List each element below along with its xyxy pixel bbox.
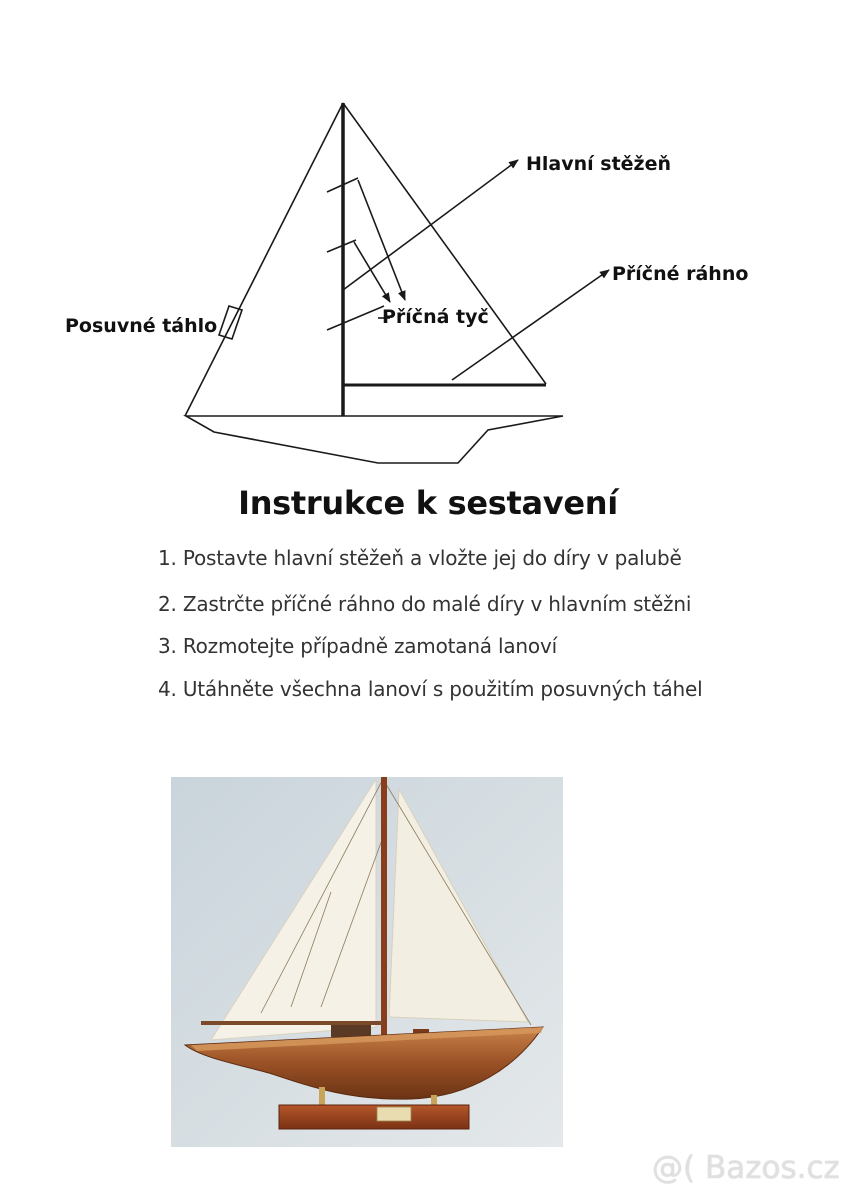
sail-outline bbox=[185, 103, 546, 416]
display-stand bbox=[279, 1105, 469, 1129]
instruction-step-4: 4. Utáhněte všechna lanoví s použitím posuvných táhel bbox=[158, 677, 703, 701]
instruction-step-1: 1. Postavte hlavní stěžeň a vložte jej do díry v palubě bbox=[158, 546, 682, 570]
label-spreader: Příčná tyč bbox=[382, 306, 489, 328]
instructions-title: Instrukce k sestavení bbox=[238, 484, 618, 522]
sailboat-model-photo bbox=[171, 777, 563, 1147]
main-mast-arrow bbox=[343, 160, 518, 290]
pointer-arrow bbox=[358, 180, 405, 300]
watermark: @( Bazos.cz bbox=[652, 1150, 840, 1186]
spreader-line bbox=[327, 306, 384, 330]
label-slider: Posuvné táhlo bbox=[65, 315, 218, 337]
instruction-step-3: 3. Rozmotejte případně zamotaná lanoví bbox=[158, 634, 557, 658]
pointer-arrow bbox=[354, 242, 390, 302]
nameplate bbox=[377, 1107, 411, 1121]
hull-outline bbox=[186, 416, 563, 463]
sailboat-rigging-diagram bbox=[0, 0, 848, 480]
label-main-mast: Hlavní stěžeň bbox=[526, 153, 672, 175]
instruction-step-2: 2. Zastrčte příčné ráhno do malé díry v hlavním stěžni bbox=[158, 592, 692, 616]
mast bbox=[381, 777, 387, 1039]
label-boom: Příčné ráhno bbox=[612, 263, 749, 285]
